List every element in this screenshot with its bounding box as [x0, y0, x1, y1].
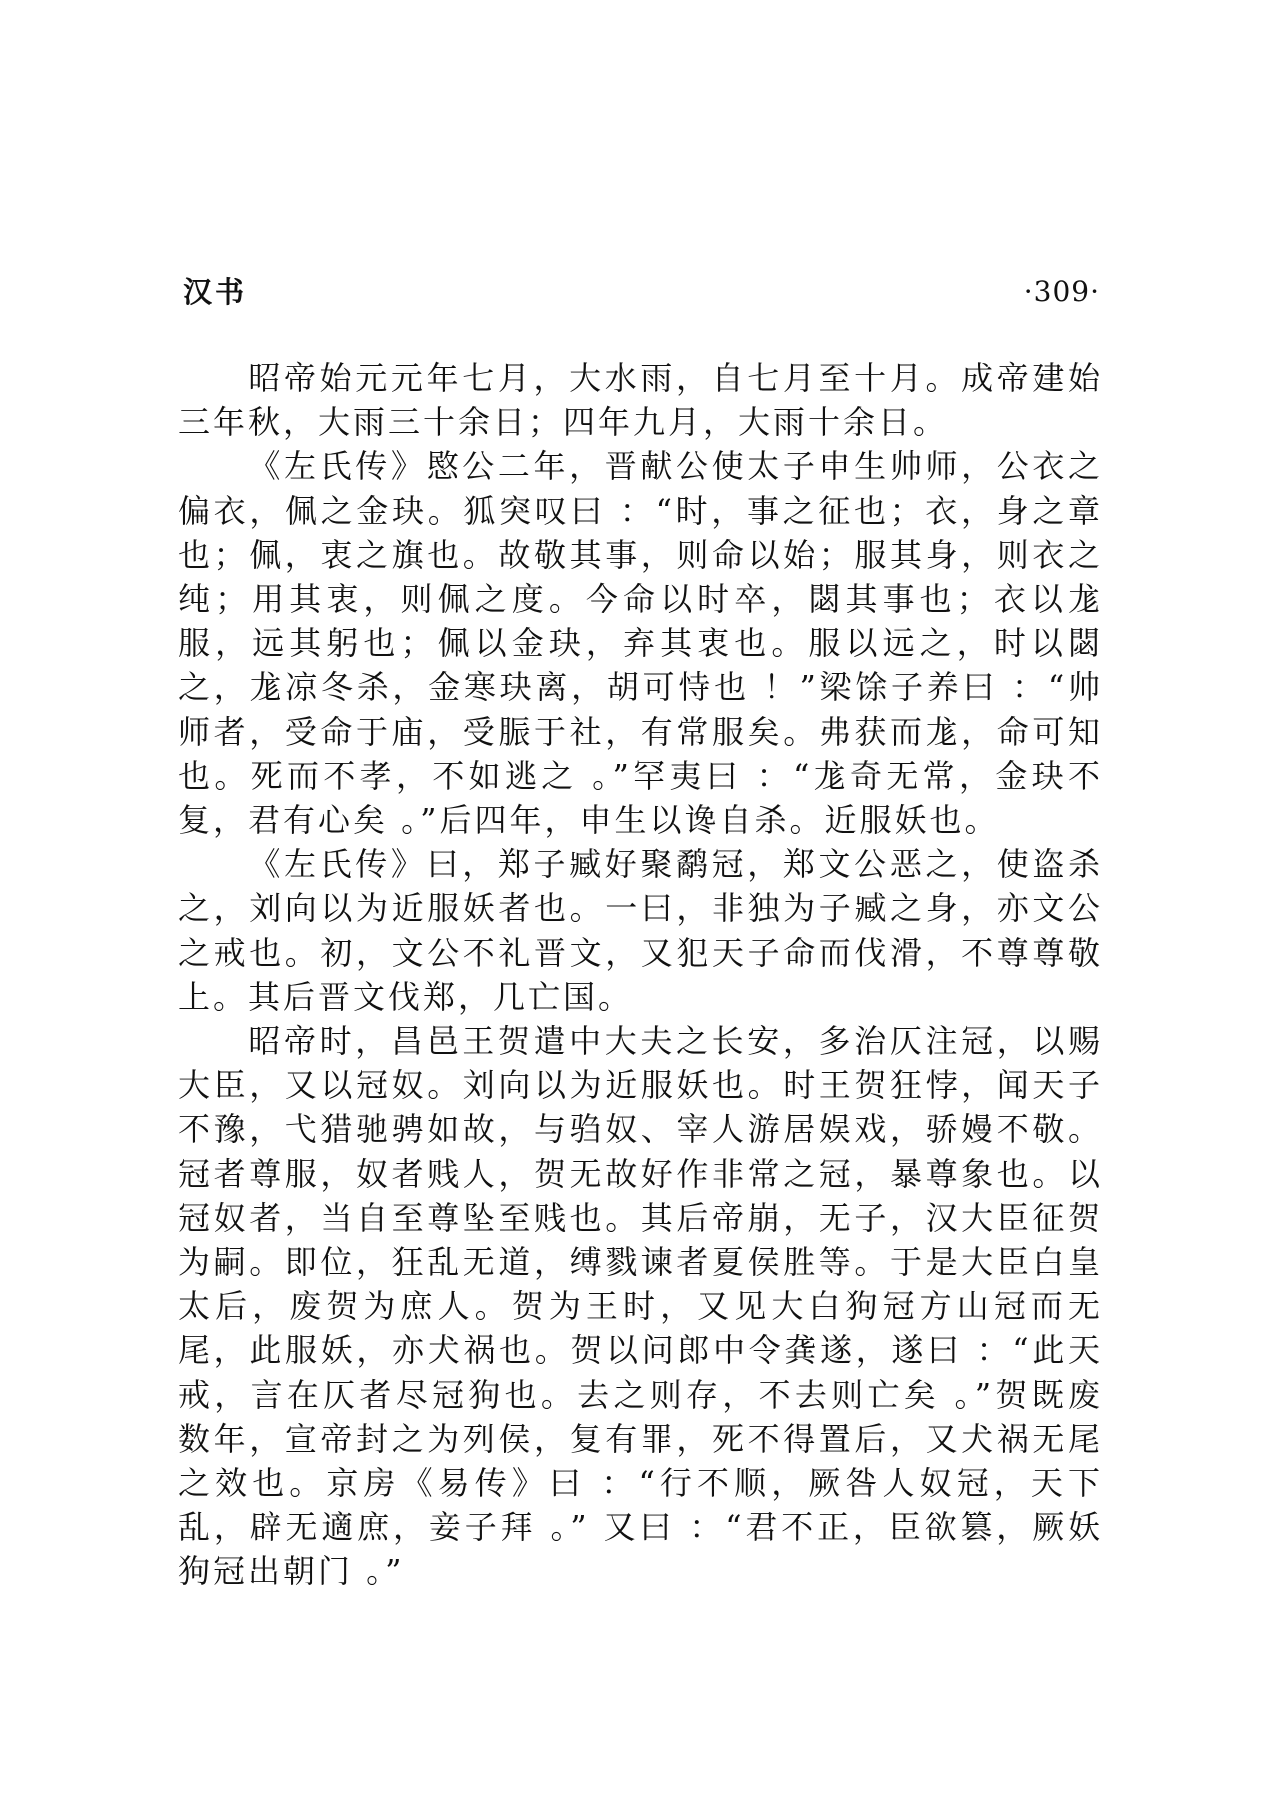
paragraph-2: 《左氏传》愍公二年，晋献公使太子申生帅师，公衣之偏衣，佩之金玦。狐突叹曰 ：“时，事之征也；衣，身之章也；佩，衷之旗也。故敬其事，则命以始；服其身，则衣之纯；用其衷，则佩之度。今命以时卒，閟其事也；衣以尨服，远其躬也；佩以金玦，弃其衷也。服以远之，时以閟之，尨凉冬杀，金寒玦离，胡可恃也 ！”梁馀子养曰 ：“帅师者，受命于庙，受脤于社，有常服矣。弗获而尨，命可知也。死而不孝，不如逃之 。”罕夷曰 ：“尨奇无常，金玦不复，君有心矣 。”后四年，申生以谗自杀。近服妖也。 [178, 447, 1103, 840]
book-title: 汉书 [183, 275, 248, 309]
paragraph-3: 《左氏传》曰，郑子臧好聚鹬冠，郑文公恶之，使盗杀之，刘向以为近服妖者也。一曰，非独为子臧之身，亦文公之戒也。初，文公不礼晋文，又犯天子命而伐滑，不尊尊敬上。其后晋文伐郑，几亡国。 [178, 845, 1103, 1016]
running-header [183, 272, 1100, 312]
paragraph-1: 昭帝始元元年七月，大水雨，自七月至十月。成帝建始三年秋，大雨三十余日；四年九月，大雨十余日。 [178, 359, 1103, 442]
paragraph-4: 昭帝时，昌邑王贺遣中大夫之长安，多治仄注冠，以赐大臣，又以冠奴。刘向以为近服妖也。时王贺狂悖，闻天子不豫，弋猎驰骋如故，与驺奴、宰人游居娱戏，骄嫚不敬。冠者尊服，奴者贱人，贺无故好作非常之冠，暴尊象也。以冠奴者，当自至尊坠至贱也。其后帝崩，无子，汉大臣征贺为嗣。即位，狂乱无道，缚戮谏者夏侯胜等。于是大臣白皇太后，废贺为庶人。贺为王时，又见大白狗冠方山冠而无尾，此服妖，亦犬祸也。贺以问郎中令龚遂，遂曰 ：“此天戒，言在仄者尽冠狗也。去之则存，不去则亡矣 。”贺既废数年，宣帝封之为列侯，复有罪，死不得置后，又犬祸无尾之效也。京房《易传》曰 ：“行不顺，厥咎人奴冠，天下乱，辟无適庶，妾子拜 。” 又曰 ：“君不正，臣欲篡，厥妖狗冠出朝门 。” [178, 1022, 1103, 1591]
body-text [178, 356, 1103, 1594]
page-number: ·309· [1023, 275, 1100, 308]
